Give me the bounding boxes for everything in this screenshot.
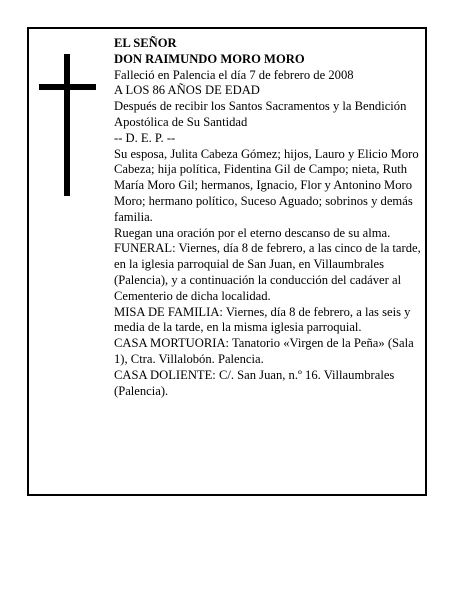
title-line-1: EL SEÑOR — [114, 36, 177, 50]
mortuary-paragraph: CASA MORTUORIA: Tanatorio «Virgen de la Peña» (Sala 1), Ctra. Villalobón. Palencia. — [114, 336, 414, 366]
family-mass-paragraph: MISA DE FAMILIA: Viernes, día 8 de febrero, a las seis y media de la tarde, en la misma iglesia parroquial. — [114, 304, 411, 335]
deceased-name: DON RAIMUNDO MORO MORO — [114, 51, 305, 66]
sacraments-line: Después de recibir los Santos Sacramentos y la Bendición Apostólica de Su Santidad — [114, 99, 407, 129]
death-notice: Falleció en Palencia el día 7 de febrero de 2008 — [114, 67, 354, 82]
cross-icon-horizontal-bar — [39, 84, 96, 90]
cross-icon-vertical-bar — [64, 54, 70, 196]
age-line: A LOS 86 AÑOS DE EDAD — [114, 83, 260, 98]
obituary-text — [114, 36, 422, 399]
prayer-request: Ruegan una oración por el eterno descanso de su alma. — [114, 225, 391, 240]
rip-line: -- D. E. P. -- — [114, 130, 176, 145]
funeral-paragraph: FUNERAL: Viernes, día 8 de febrero, a las cinco de la tarde, en la iglesia parroquial de San Juan, en Villaumbrales (Palencia), y a continuación la conducción del cadáver al Cementerio de dicha localidad. — [114, 241, 421, 303]
mourning-house-paragraph: CASA DOLIENTE: C/. San Juan, n.º 16. Villaumbrales (Palencia). — [114, 367, 395, 398]
family-paragraph: Su esposa, Julita Cabeza Gómez; hijos, Lauro y Elicio Moro Cabeza; hija política, Fidentina Gil de Campo; nieta, Ruth María Moro Gil; hermanos, Ignacio, Flor y Antonino Moro Moro; hermano político, Suceso Aguado; sobrinos y demás familia. — [114, 146, 419, 224]
